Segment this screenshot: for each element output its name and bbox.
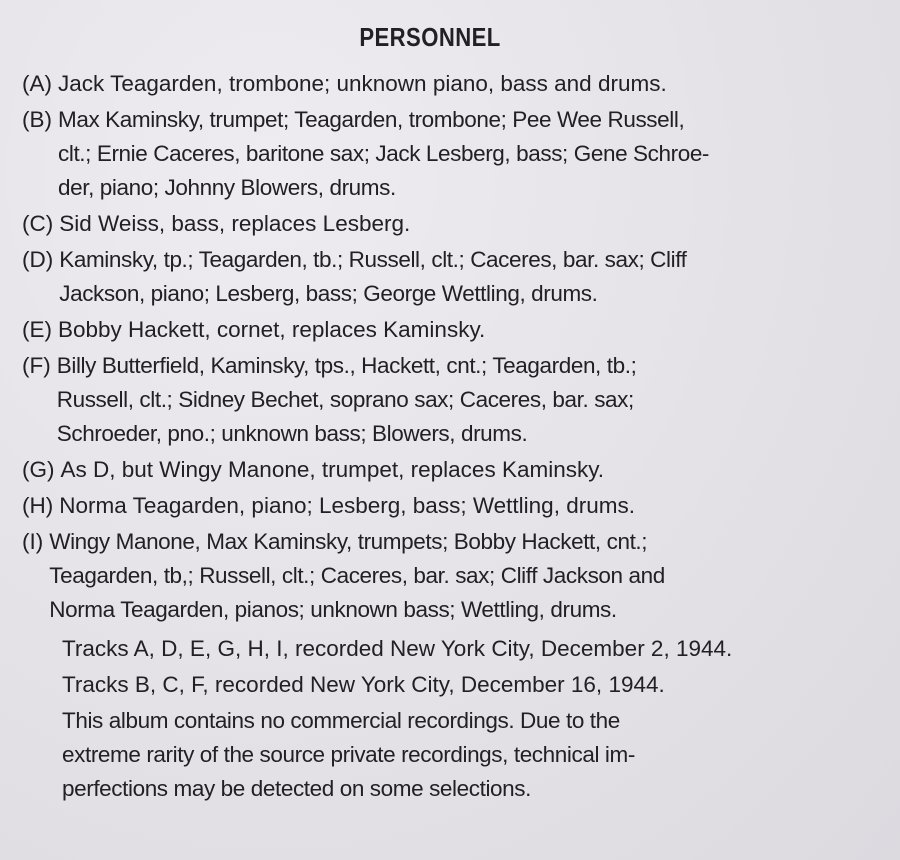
- entry-line: Schroeder, pno.; unknown bass; Blowers, drums.: [56, 421, 528, 446]
- entry-line: Teagarden, tb,; Russell, clt.; Caceres, bar. sax; Cliff Jackson and: [49, 563, 665, 588]
- entry-tag: (F): [22, 353, 51, 378]
- personnel-entry-h: [22, 489, 822, 523]
- personnel-entry-f: [22, 349, 822, 451]
- recording-note-december-2: Tracks A, D, E, G, H, I, recorded New York City, December 2, 1944.: [62, 636, 733, 661]
- entry-text: [57, 349, 822, 451]
- recording-note-december-16: Tracks B, C, F, recorded New York City, December 16, 1944.: [62, 672, 665, 697]
- entry-line: der, piano; Johnny Blowers, drums.: [58, 175, 396, 200]
- personnel-entry-a: [22, 67, 822, 101]
- entry-text: Sid Weiss, bass, replaces Lesberg.: [59, 211, 411, 236]
- entry-tag: (I): [22, 529, 44, 554]
- personnel-entry-e: [22, 313, 822, 347]
- entry-text: [59, 243, 822, 311]
- entry-tag: (E): [22, 317, 52, 342]
- entry-line: Russell, clt.; Sidney Bechet, soprano sax; Caceres, bar. sax;: [56, 387, 634, 412]
- disclaimer-note: [22, 704, 822, 806]
- entry-text: Norma Teagarden, piano; Lesberg, bass; Wettling, drums.: [59, 493, 635, 518]
- entry-line: Wingy Manone, Max Kaminsky, trumpets; Bobby Hackett, cnt.;: [49, 529, 648, 554]
- entry-tag: (A): [22, 71, 52, 96]
- entry-text: [58, 103, 822, 205]
- entry-tag: (D): [22, 247, 54, 272]
- disclaimer-line: perfections may be detected on some selections.: [62, 776, 531, 801]
- personnel-entry-d: [22, 243, 822, 311]
- entry-line: Norma Teagarden, pianos; unknown bass; Wettling, drums.: [49, 597, 617, 622]
- entry-text: Jack Teagarden, trombone; unknown piano, bass and drums.: [58, 71, 667, 96]
- page-title: PERSONNEL: [359, 22, 501, 52]
- entry-line: Jackson, piano; Lesberg, bass; George Wettling, drums.: [59, 281, 598, 306]
- entry-tag: (C): [22, 211, 54, 236]
- entry-line: Billy Butterfield, Kaminsky, tps., Hackett, cnt.; Teagarden, tb.;: [56, 353, 637, 378]
- entry-text: Bobby Hackett, cornet, replaces Kaminsky.: [58, 317, 486, 342]
- entry-tag: (B): [22, 107, 52, 132]
- disclaimer-line: This album contains no commercial recordings. Due to the: [62, 708, 620, 733]
- personnel-entry-i: [22, 525, 822, 627]
- entry-tag: (H): [22, 493, 54, 518]
- entry-line: clt.; Ernie Caceres, baritone sax; Jack Lesberg, bass; Gene Schroe-: [58, 141, 710, 166]
- personnel-entry-c: [22, 207, 822, 241]
- entry-tag: (G): [22, 457, 55, 482]
- entry-text: [49, 525, 822, 627]
- disclaimer-line: extreme rarity of the source private recordings, technical im-: [62, 742, 635, 767]
- entry-text: As D, but Wingy Manone, trumpet, replaces Kaminsky.: [60, 457, 605, 482]
- personnel-list: [22, 67, 822, 808]
- entry-line: Kaminsky, tp.; Teagarden, tb.; Russell, clt.; Caceres, bar. sax; Cliff: [59, 247, 687, 272]
- entry-line: Max Kaminsky, trumpet; Teagarden, trombone; Pee Wee Russell,: [58, 107, 685, 132]
- personnel-entry-b: [22, 103, 822, 205]
- personnel-entry-g: [22, 453, 822, 487]
